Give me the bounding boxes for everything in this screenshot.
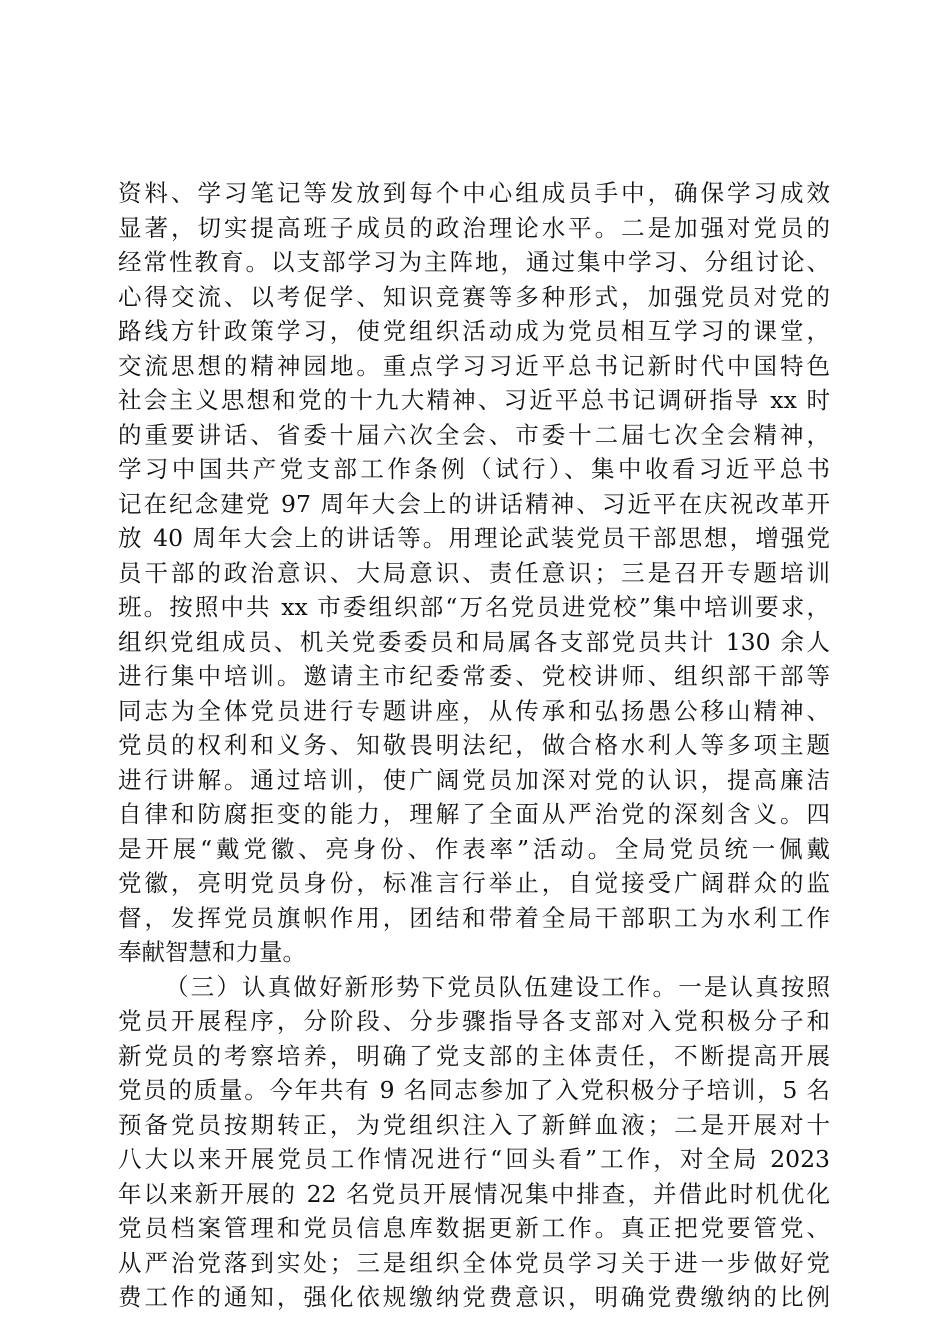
text-line: 交流思想的精神园地。重点学习习近平总书记新时代中国特色	[118, 351, 830, 380]
text-line: 放 40 周年大会上的讲话等。用理论武装党员干部思想，增强党	[118, 524, 830, 552]
text-line: 员干部的政治意识、大局意识、责任意识；三是召开专题培训	[118, 558, 830, 587]
text-line: 党员档案管理和党员信息库数据更新工作。真正把党要管党、	[118, 1214, 830, 1242]
text-line: 党徽，亮明党员身份，标准言行举止，自觉接受广阔群众的监	[118, 869, 830, 897]
text-line: 党员的质量。今年共有 9 名同志参加了入党积极分子培训，5 名	[118, 1076, 830, 1104]
text-line: 显著，切实提高班子成员的政治理论水平。二是加强对党员的	[118, 213, 830, 242]
text-line: 记在纪念建党 97 周年大会上的讲话精神、习近平在庆祝改革开	[118, 489, 830, 518]
text-line: 是开展“戴党徽、亮身份、作表率”活动。全局党员统一佩戴	[118, 834, 830, 863]
text-line: 班。按照中共 xx 市委组织部“万名党员进党校”集中培训要求，	[118, 593, 830, 621]
text-line: 资料、学习笔记等发放到每个中心组成员手中，确保学习成效	[118, 179, 830, 207]
text-line: 预备党员按期转正，为党组织注入了新鲜血液；二是开展对十	[118, 1110, 830, 1139]
text-line: 费工作的通知，强化依规缴纳党费意识，明确党费缴纳的比例	[118, 1283, 830, 1311]
text-line: 社会主义思想和党的十九大精神、习近平总书记调研指导 xx 时	[118, 386, 830, 414]
text-line: 督，发挥党员旗帜作用，团结和带着全局干部职工为水利工作	[118, 903, 830, 932]
document-body	[118, 176, 830, 1315]
text-line: 组织党组成员、机关党委委员和局属各支部党员共计 130 余人	[118, 627, 830, 656]
text-line: 同志为全体党员进行专题讲座，从传承和弘扬愚公移山精神、	[118, 696, 830, 725]
text-line: 学习中国共产党支部工作条例（试行）、集中收看习近平总书	[118, 455, 830, 483]
paragraph-2	[118, 970, 830, 1315]
paragraph-1	[118, 176, 830, 970]
text-line: 奉献智慧和力量。	[118, 938, 306, 966]
text-line: 自律和防腐拒变的能力，理解了全面从严治党的深刻含义。四	[118, 800, 830, 828]
text-line: 新党员的考察培养，明确了党支部的主体责任，不断提高开展	[118, 1041, 830, 1070]
text-line: 进行讲解。通过培训，使广阔党员加深对党的认识，提高廉洁	[118, 765, 830, 794]
text-line: 八大以来开展党员工作情况进行“回头看”工作，对全局 2023	[118, 1145, 830, 1173]
text-line: （三）认真做好新形势下党员队伍建设工作。一是认真按照	[165, 972, 830, 1001]
text-line: 从严治党落到实处；三是组织全体党员学习关于进一步做好党	[118, 1248, 830, 1277]
text-line: 路线方针政策学习，使党组织活动成为党员相互学习的课堂，	[118, 317, 830, 345]
text-line: 进行集中培训。邀请主市纪委常委、党校讲师、组织部干部等	[118, 662, 830, 690]
text-line: 的重要讲话、省委十届六次全会、市委十二届七次全会精神，	[118, 420, 830, 449]
text-line: 经常性教育。以支部学习为主阵地，通过集中学习、分组讨论、	[118, 248, 830, 276]
text-line: 心得交流、以考促学、知识竞赛等多种形式，加强党员对党的	[118, 282, 830, 311]
text-line: 年以来新开展的 22 名党员开展情况集中排查，并借此时机优化	[118, 1179, 830, 1208]
text-line: 党员的权利和义务、知敬畏明法纪，做合格水利人等多项主题	[118, 731, 830, 759]
text-line: 党员开展程序，分阶段、分步骤指导各支部对入党积极分子和	[118, 1007, 830, 1035]
